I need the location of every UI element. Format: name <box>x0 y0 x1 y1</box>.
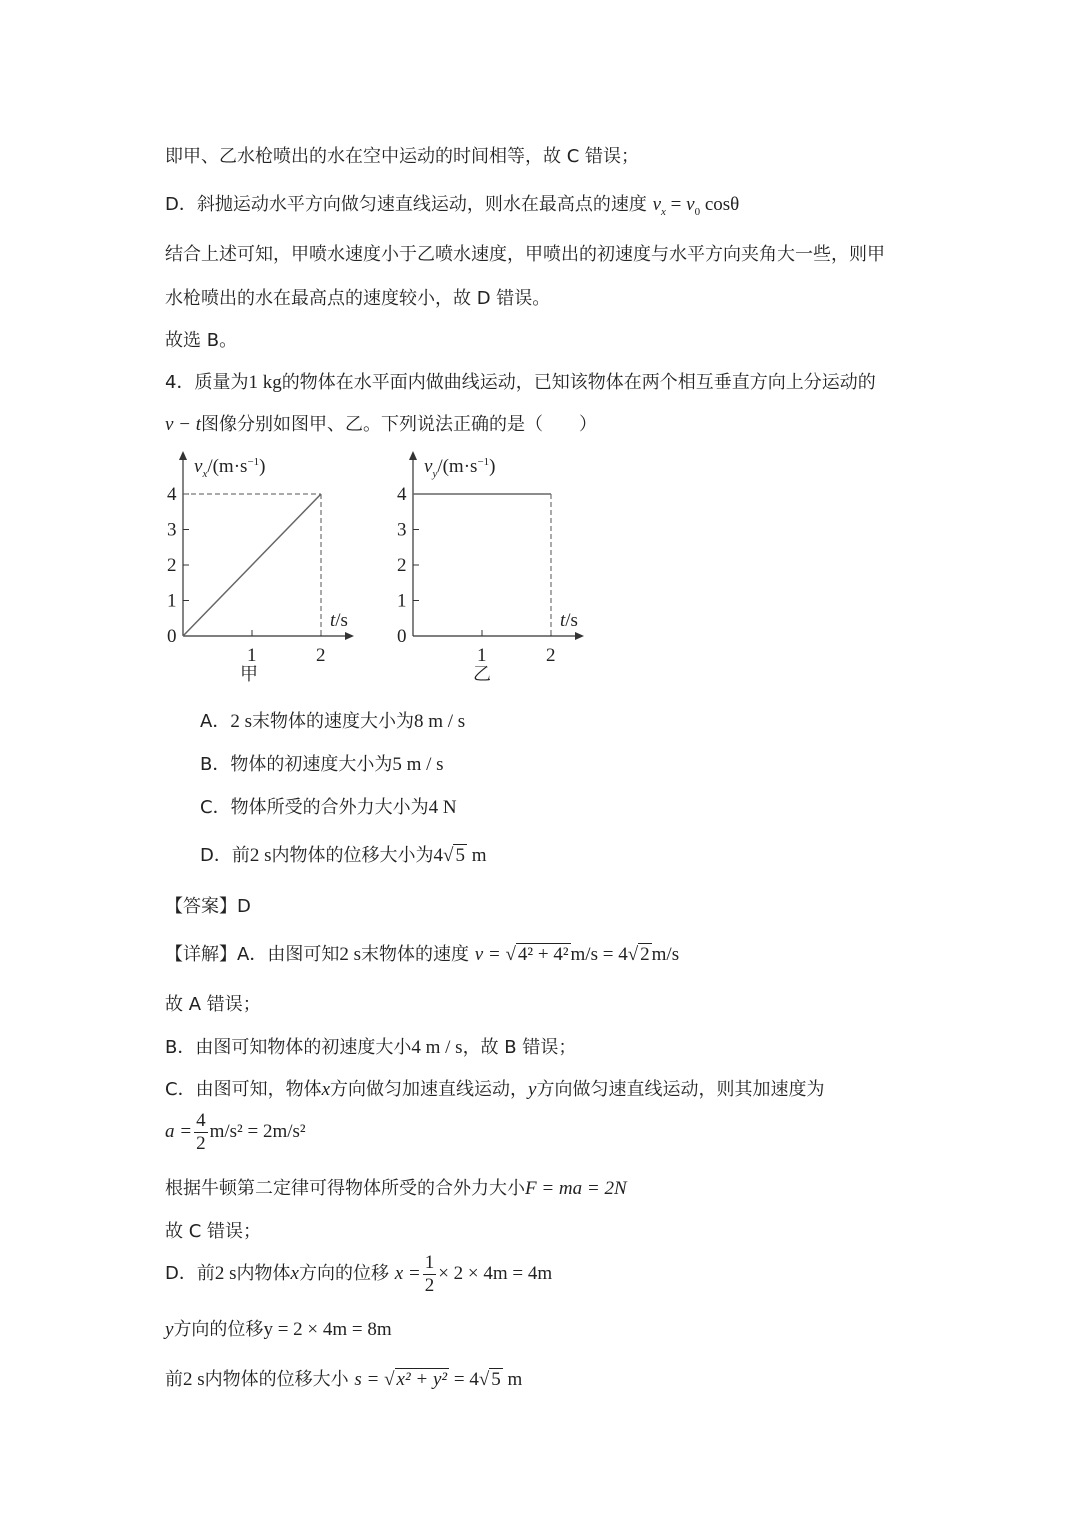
yi-ylabel: $v_y/(m\cdot s^{-1})$ <box>424 456 496 480</box>
jia-ytick-label: 2 <box>167 555 177 576</box>
jia-ytick-label: 4 <box>167 484 177 505</box>
prev-line-2-formula: $v_x = v_0$ cosθ <box>652 194 740 218</box>
chart-jia <box>150 448 370 688</box>
option-d: D．前2 s内物体的位移大小为4√ 5 m <box>200 845 487 866</box>
yi-y-ticks <box>397 484 419 647</box>
yi-ytick-label: 4 <box>397 484 407 505</box>
question-number: 4． <box>165 372 195 393</box>
prev-line-2 <box>165 190 739 218</box>
yi-y-arrow <box>409 451 417 460</box>
answer: 【答案】D <box>165 896 251 917</box>
yi-xtick-label: 2 <box>546 645 556 666</box>
jia-xtick-label: 2 <box>316 645 326 666</box>
question-line-2: v − t图像分别如图甲、乙。下列说法正确的是（ ） <box>165 414 598 435</box>
explain-line-9: y方向的位移y = 2 × 4m = 8m <box>165 1319 392 1340</box>
explain-line-10: 前2 s内物体的位移大小 s = √ x² + y² = 4√ 5 m <box>165 1369 523 1390</box>
explain-line-2: 故 A 错误； <box>165 994 261 1015</box>
prev-line-4: 水枪喷出的水在最高点的速度较小，故 D 错误。 <box>165 288 551 309</box>
prev-line-1: 即甲、乙水枪喷出的水在空中运动的时间相等，故 C 错误； <box>165 146 640 167</box>
jia-caption: 甲 <box>240 664 258 685</box>
explain-line-6: 根据牛顿第二定律可得物体所受的合外力大小F = ma = 2N <box>165 1178 627 1199</box>
explain-line-7: 故 C 错误； <box>165 1221 262 1242</box>
jia-series-line <box>183 494 321 636</box>
option-a: A．2 s末物体的速度大小为8 m / s <box>200 711 466 732</box>
explain-line-8: D．前2 s内物体x方向的位移 x = $\frac{1}{2}$ × 2 × 4m = 4m <box>165 1252 553 1296</box>
prev-line-5: 故选 B。 <box>165 330 238 351</box>
jia-ytick-label: 1 <box>167 590 177 612</box>
jia-ytick-label: 3 <box>167 519 177 541</box>
jia-y-ticks <box>167 484 189 647</box>
yi-ytick-label: 0 <box>397 626 407 647</box>
jia-ylabel: $v_x/(m\cdot s^{-1})$ <box>194 456 266 480</box>
yi-ytick-label: 2 <box>397 555 407 576</box>
explain-line-4: C．由图可知，物体x方向做匀加速直线运动，y方向做匀速直线运动，则其加速度为 <box>165 1079 825 1100</box>
jia-x-arrow <box>345 632 354 640</box>
jia-xlabel: t/s <box>330 610 348 631</box>
prev-line-2-text: D．斜抛运动水平方向做匀速直线运动，则水在最高点的速度 <box>165 194 647 215</box>
yi-caption: 乙 <box>473 664 491 685</box>
yi-ytick-label: 1 <box>397 590 407 612</box>
explain-line-1: 【详解】A．由图可知2 s末物体的速度 v = √ 4² + 4² m/s = 4√ 2 m/s <box>165 944 680 965</box>
prev-line-3: 结合上述可知，甲喷水速度小于乙喷水速度，甲喷出的初速度与水平方向夹角大一些，则甲 <box>165 244 885 265</box>
yi-ytick-label: 3 <box>397 519 407 541</box>
explain-line-3: B．由图可知物体的初速度大小4 m / s，故 B 错误； <box>165 1037 577 1058</box>
yi-x-arrow <box>575 632 584 640</box>
yi-xlabel: t/s <box>560 610 578 631</box>
question-line-1: 4．质量为1 kg的物体在水平面内做曲线运动，已知该物体在两个相互垂直方向上分运动的 <box>165 372 876 393</box>
jia-xtick-label: 1 <box>247 645 257 666</box>
chart-yi <box>380 448 600 688</box>
option-c: C．物体所受的合外力大小为4 N <box>200 797 457 818</box>
explain-line-5: a = $\frac{4}{2}$ m/s² = 2m/s² <box>165 1110 306 1154</box>
option-b: B．物体的初速度大小为5 m / s <box>200 754 444 775</box>
jia-ytick-label: 0 <box>167 626 177 647</box>
jia-y-arrow <box>179 451 187 460</box>
yi-xtick-label: 1 <box>477 645 487 666</box>
